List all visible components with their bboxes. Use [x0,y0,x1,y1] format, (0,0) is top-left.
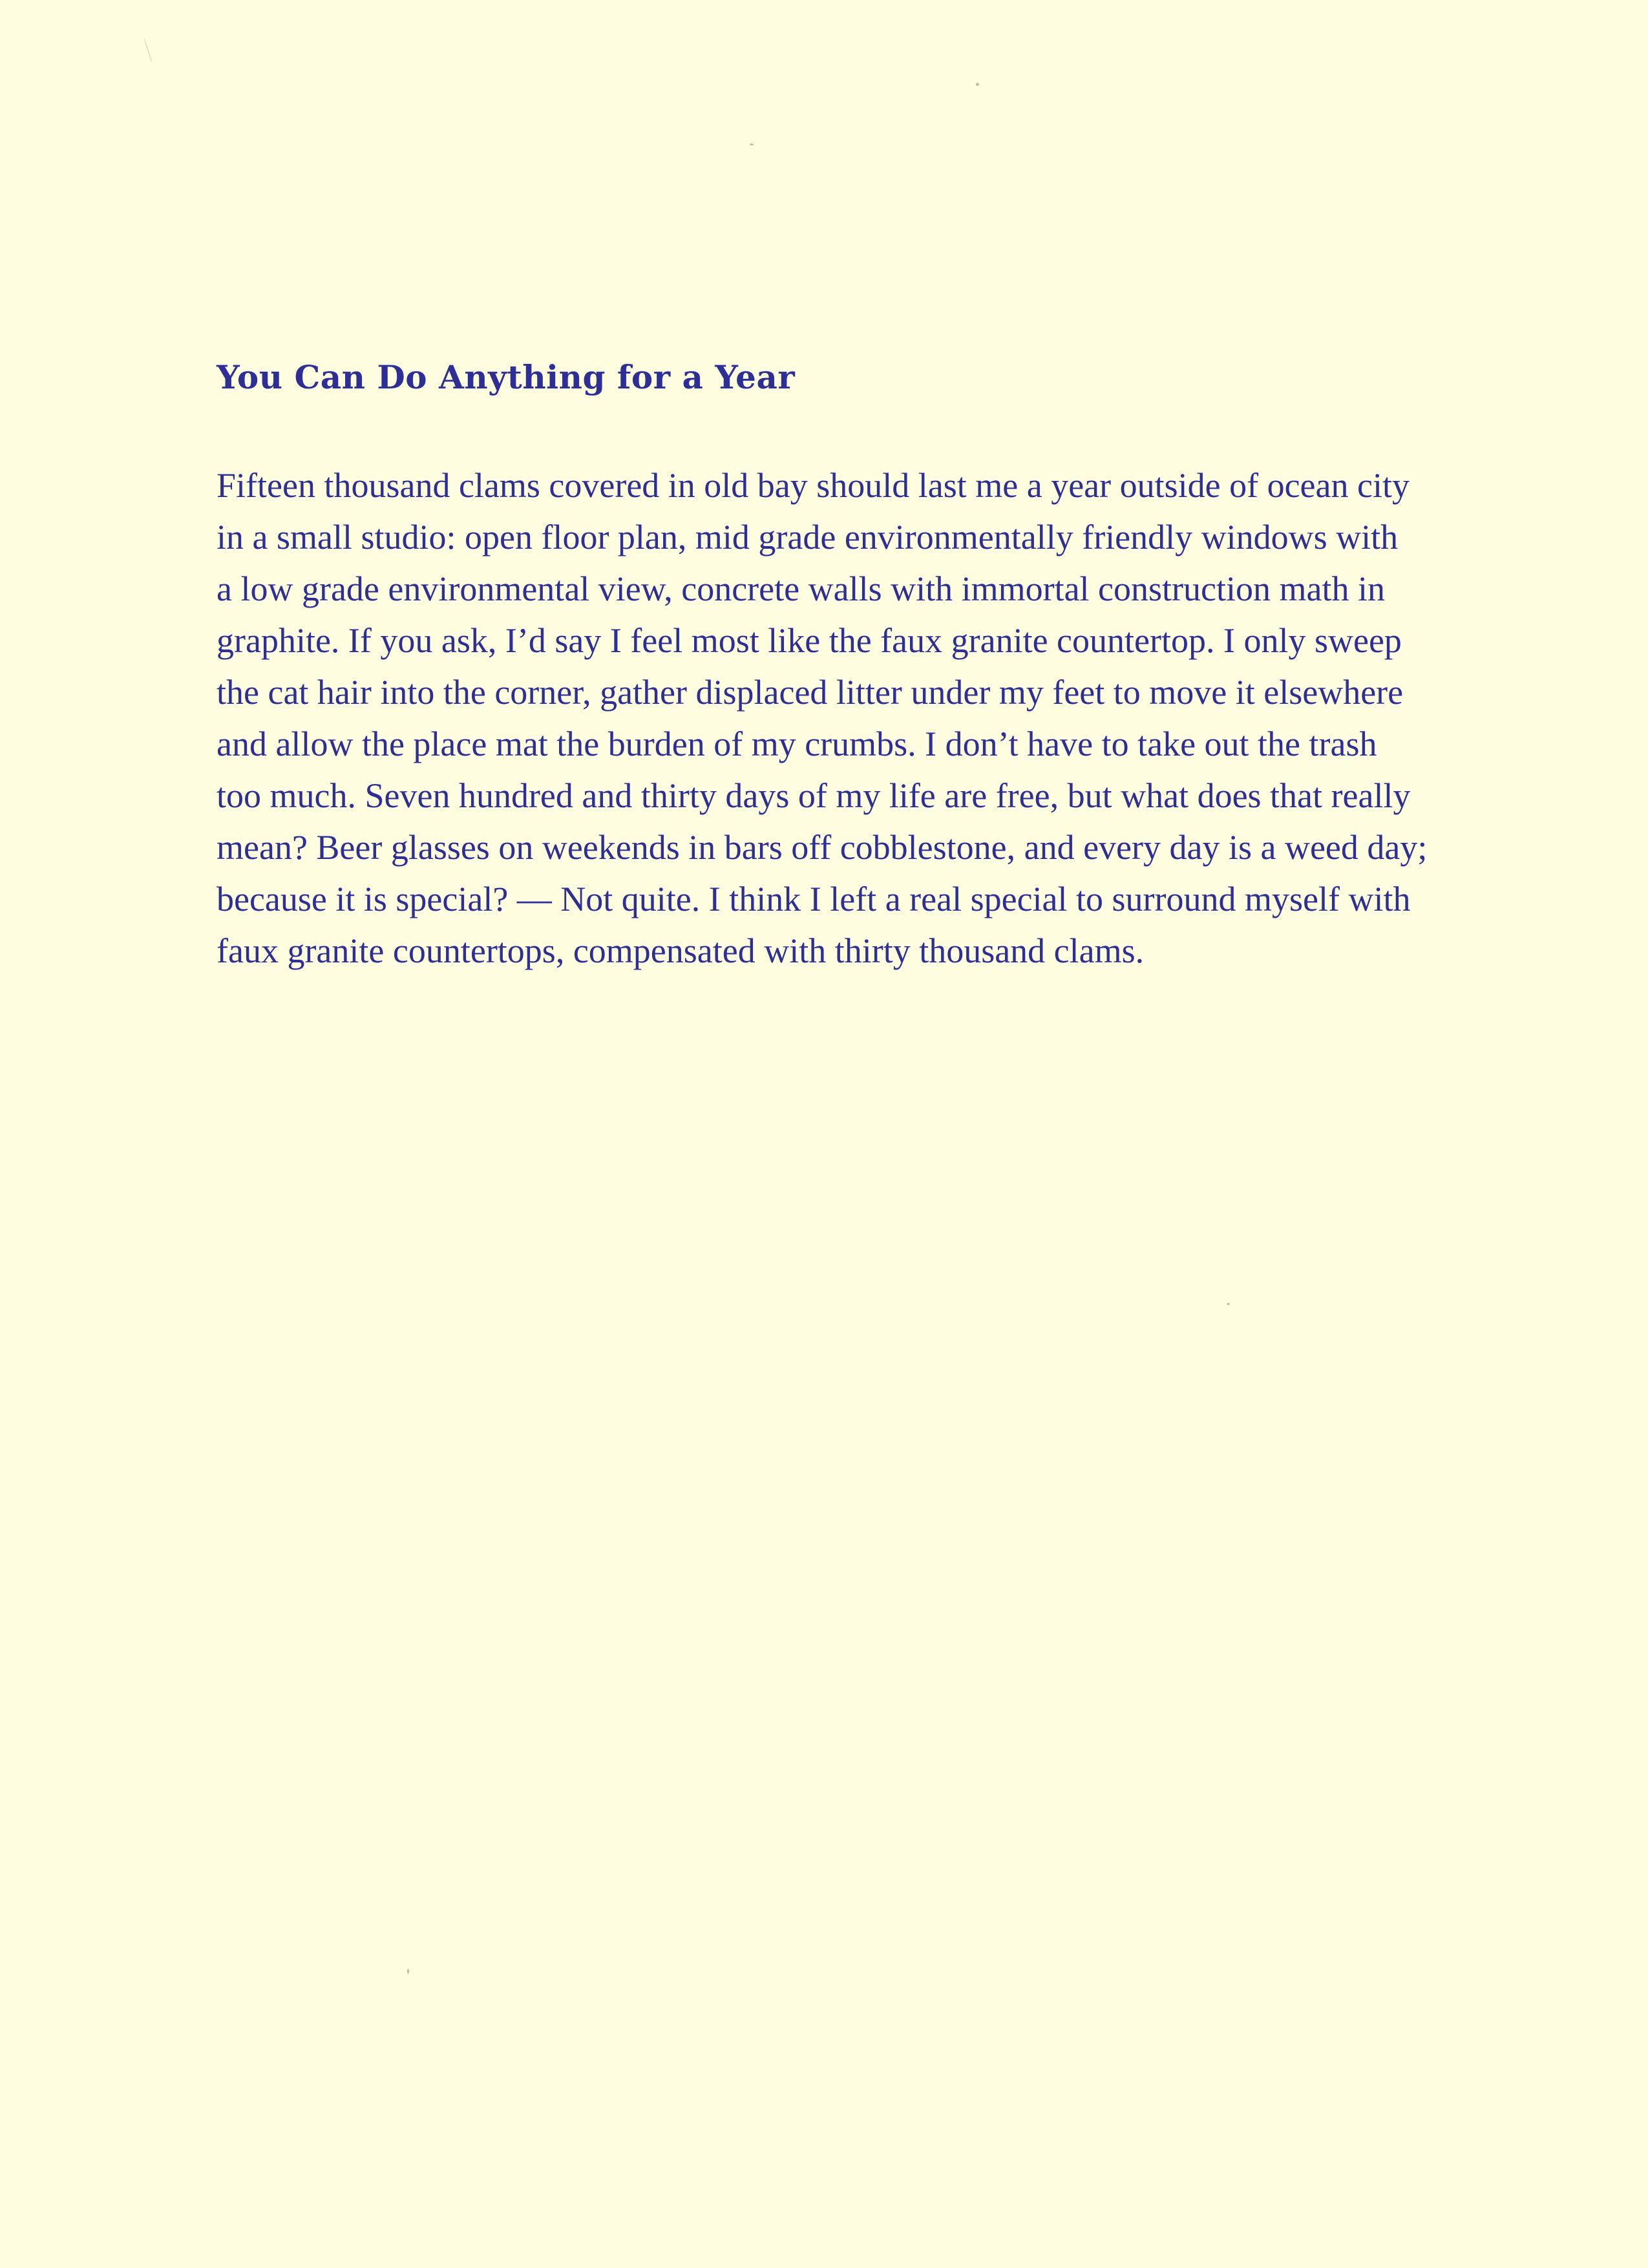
poem-line: mean? Beer glasses on weekends in bars off cobblestone, and every day is a weed day; [217,828,1428,867]
poem-line: and allow the place mat the burden of my crumbs. I don’t have to take out the trash [217,725,1377,763]
poem-title: You Can Do Anything for a Year [217,358,796,396]
poem-line: too much. Seven hundred and thirty days of my life are free, but what does that really [217,776,1411,815]
poem-body [217,460,1470,977]
paper-speck [750,143,754,145]
paper-speck [407,1969,409,1974]
paper-speck [143,38,153,63]
poem-line: graphite. If you ask, I’d say I feel most like the faux granite countertop. I only sweep [217,621,1402,660]
poem-line: because it is special? — Not quite. I think I left a real special to surround myself with [217,880,1411,918]
poem-line: Fifteen thousand clams covered in old bay should last me a year outside of ocean city [217,466,1410,505]
poem-line: the cat hair into the corner, gather displaced litter under my feet to move it elsewhere [217,673,1404,712]
poem [217,352,1470,977]
paper-speck [1227,1303,1230,1305]
paper-speck [976,83,979,86]
poem-line: in a small studio: open floor plan, mid grade environmentally friendly windows with [217,518,1399,556]
poem-line: a low grade environmental view, concrete walls with immortal construction math in [217,569,1385,608]
poem-line: faux granite countertops, compensated with thirty thousand clams. [217,931,1145,970]
